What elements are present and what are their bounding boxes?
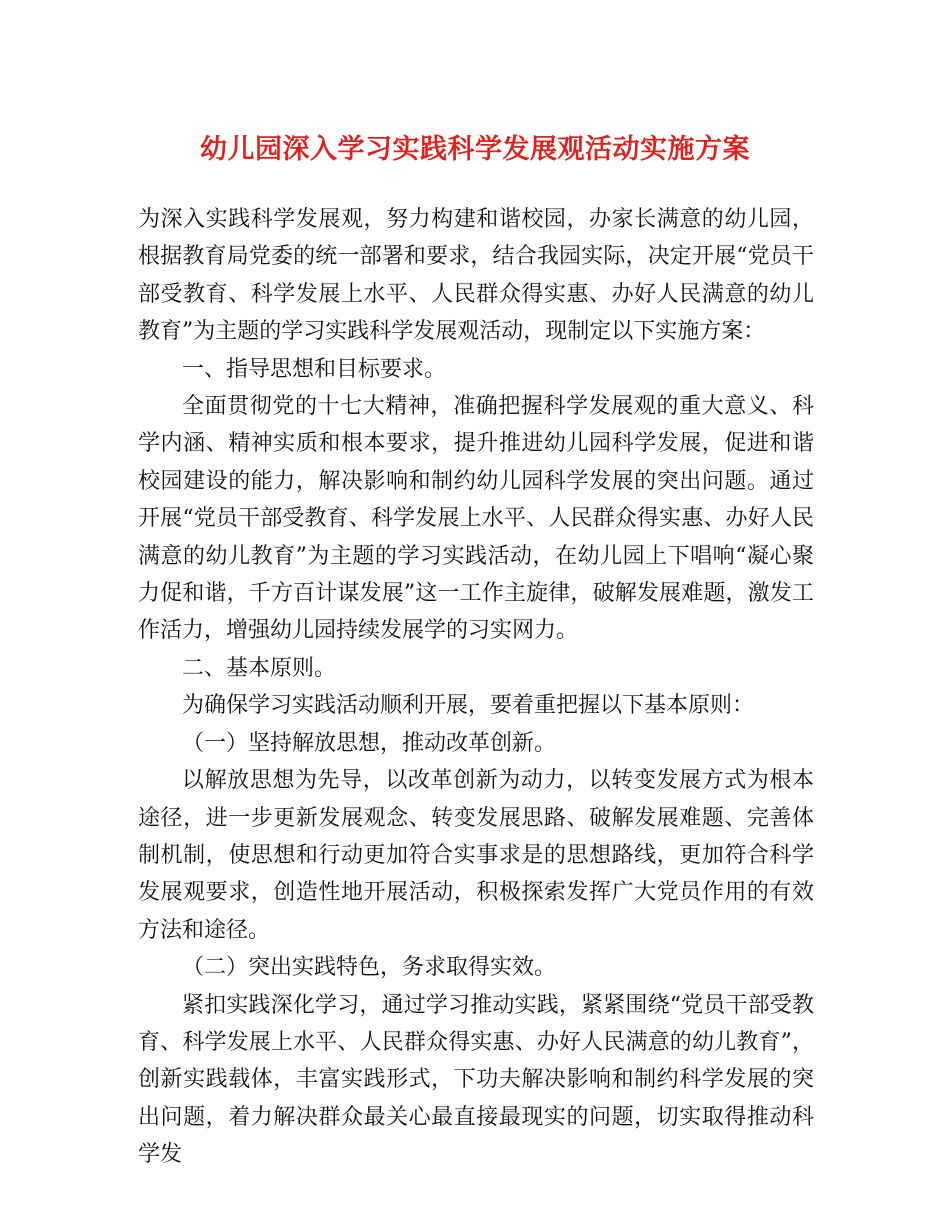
section-heading-2: 二、基本原则。 — [182, 655, 337, 681]
subsection-heading-1: （一）坚持解放思想，推动改革创新。 — [182, 730, 557, 756]
paragraph-principles-intro: 为确保学习实践活动顺利开展，要着重把握以下基本原则： — [182, 693, 755, 719]
section-heading-1: 一、指导思想和目标要求。 — [182, 356, 447, 382]
page-title: 幼儿园深入学习实践科学发展观活动实施方案 — [200, 134, 750, 165]
document-body — [138, 201, 814, 1174]
paragraph-intro: 为深入实践科学发展观，努力构建和谐校园，办家长满意的幼儿园，根据教育局党委的统一部署和要求，结合我园实际，决定开展“党员干部受教育、科学发展上水平、人民群众得实惠、办好人民满意的幼儿教育”为主题的学习实践科学发展观活动，现制定以下实施方案： — [138, 207, 814, 345]
paragraph-emancipate-mind: 以解放思想为先导，以改革创新为动力，以转变发展方式为根本途径，进一步更新发展观念、转变发展思路、破解发展难题、完善体制机制，使思想和行动更加符合实事求是的思想路线，更加符合科学发展观要求，创造性地开展活动，积极探索发挥广大党员作用的有效方法和途径。 — [138, 768, 814, 943]
subsection-heading-2: （二）突出实践特色，务求取得实效。 — [182, 955, 557, 981]
paragraph-practice-features: 紧扣实践深化学习，通过学习推动实践，紧紧围绕“党员干部受教育、科学发展上水平、人民群众得实惠、办好人民满意的幼儿教育”，创新实践载体，丰富实践形式，下功夫解决影响和制约科学发展的突出问题，着力解决群众最关心最直接最现实的问题，切实取得推动科学发 — [138, 992, 814, 1168]
paragraph-guiding-thought: 全面贯彻党的十七大精神，准确把握科学发展观的重大意义、科学内涵、精神实质和根本要求，提升推进幼儿园科学发展，促进和谐校园建设的能力，解决影响和制约幼儿园科学发展的突出问题。通过开展“党员干部受教育、科学发展上水平、人民群众得实惠、办好人民满意的幼儿教育”为主题的学习实践活动，在幼儿园上下唱响“凝心聚力促和谐，千方百计谋发展”这一工作主旋律，破解发展难题，激发工作活力，增强幼儿园持续发展学的习实网力。 — [138, 394, 814, 644]
